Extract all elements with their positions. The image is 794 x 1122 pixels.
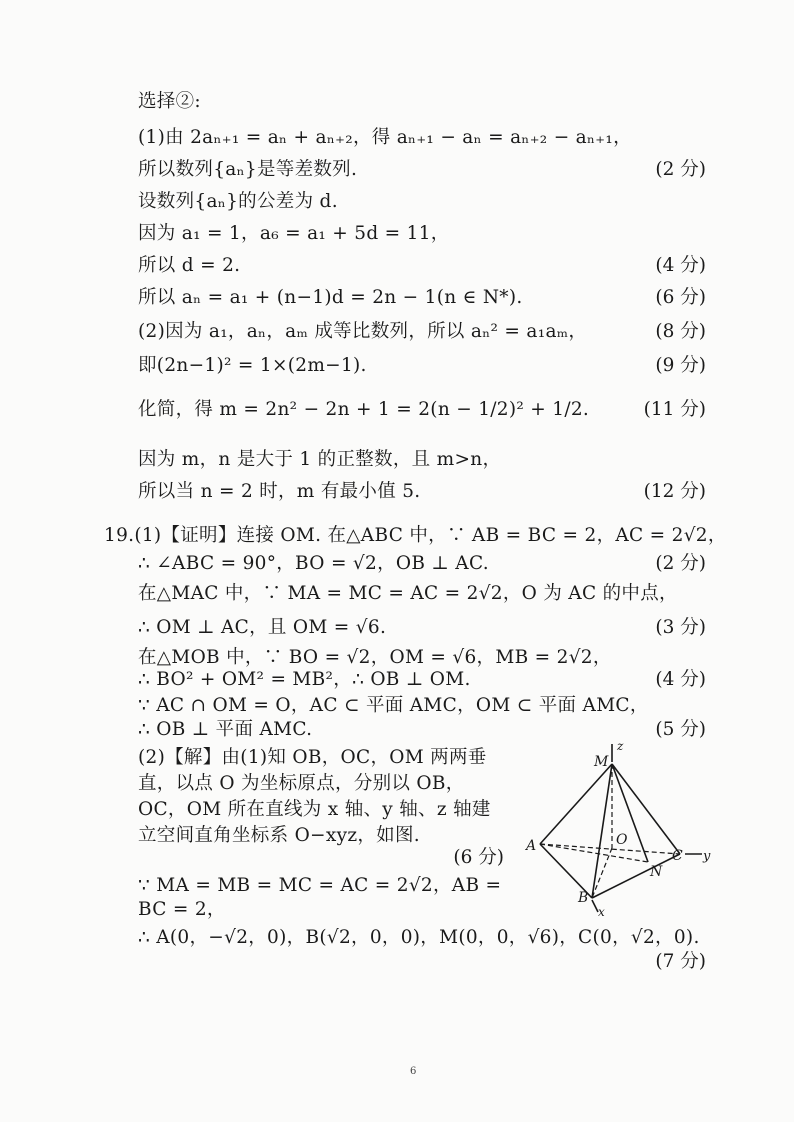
score-label: (2 分) [655,159,706,180]
label-A: A [526,838,537,854]
edge-AN [540,844,648,862]
text-line: 设数列{aₙ}的公差为 d. [138,191,338,212]
score-label: (4 分) [655,669,706,690]
text-line: 即(2n−1)² = 1×(2m−1). [138,355,367,376]
page-number: 6 [410,1066,417,1077]
score-label: (11 分) [643,399,706,420]
text-line: 因为 a₁ = 1，a₆ = a₁ + 5d = 11， [138,223,450,244]
label-M: M [594,754,609,770]
label-N: N [650,864,663,880]
edge-MB [592,764,612,898]
text-line: 所以 aₙ = a₁ + (n−1)d = 2n − 1(n ∈ N*). [138,287,523,308]
score-label: (9 分) [655,355,706,376]
score-label: (12 分) [643,481,706,502]
score-label: (3 分) [655,617,706,638]
text-line: (1)由 2aₙ₊₁ = aₙ + aₙ₊₂，得 aₙ₊₁ − aₙ = aₙ₊₂ − aₙ₊₁， [138,127,632,148]
text-line: 所以数列{aₙ}是等差数列. [138,159,358,180]
text-line: (2)【解】由(1)知 OB，OC，OM 两两垂 [138,747,487,768]
text-line: BC = 2， [138,899,226,920]
text-line: 立空间直角坐标系 O−xyz，如图. [138,825,420,846]
score-label: (8 分) [655,321,706,342]
label-z: z [617,740,624,753]
text-line: 直，以点 O 为坐标原点，分别以 OB， [138,773,465,794]
score-label: (7 分) [655,951,706,972]
text-line: ∴ ∠ABC = 90°，BO = √2，OB ⊥ AC. [138,553,489,574]
text-line: 因为 m，n 是大于 1 的正整数，且 m>n， [138,449,502,470]
text-line: 化简，得 m = 2n² − 2n + 1 = 2(n − 1/2)² + 1/2. [138,399,590,420]
text-line: 在△MAC 中，∵ MA = MC = AC = 2√2，O 为 AC 的中点， [138,583,678,604]
text-line: ∴ A(0，−√2，0)，B(√2，0，0)，M(0，0，√6)，C(0，√2，0). [138,927,700,948]
label-O: O [616,832,628,848]
label-y: y [703,849,711,864]
label-x: x [598,905,605,919]
label-B: B [578,890,589,906]
text-line: 在△MOB 中，∵ BO = √2，OM = √6，MB = 2√2， [138,647,612,668]
label-C: C [672,848,683,864]
text-line: 所以当 n = 2 时，m 有最小值 5. [138,481,421,502]
text-line-select: 选择②: [138,91,201,112]
text-line: ∴ OB ⊥ 平面 AMC. [138,719,313,740]
text-line: ∵ AC ∩ OM = O，AC ⊂ 平面 AMC，OM ⊂ 平面 AMC， [138,695,649,716]
text-line: ∵ MA = MB = MC = AC = 2√2，AB = [138,875,502,896]
pyramid-figure [520,740,720,920]
text-line: OC，OM 所在直线为 x 轴、y 轴、z 轴建 [138,799,491,820]
text-line: ∴ BO² + OM² = MB²，∴ OB ⊥ OM. [138,669,471,690]
score-label: (6 分) [655,287,706,308]
text-line: ∴ OM ⊥ AC，且 OM = √6. [138,617,387,638]
text-line-q19: 19.(1)【证明】连接 OM. 在△ABC 中，∵ AB = BC = 2，AC = 2√2， [104,525,727,546]
score-label: (4 分) [655,255,706,276]
score-label: (6 分) [453,847,504,868]
score-label: (2 分) [655,553,706,574]
text-line: 所以 d = 2. [138,255,241,276]
score-label: (5 分) [655,719,706,740]
text-line: (2)因为 a₁，aₙ，aₘ 成等比数列，所以 aₙ² = a₁aₘ， [138,321,588,342]
